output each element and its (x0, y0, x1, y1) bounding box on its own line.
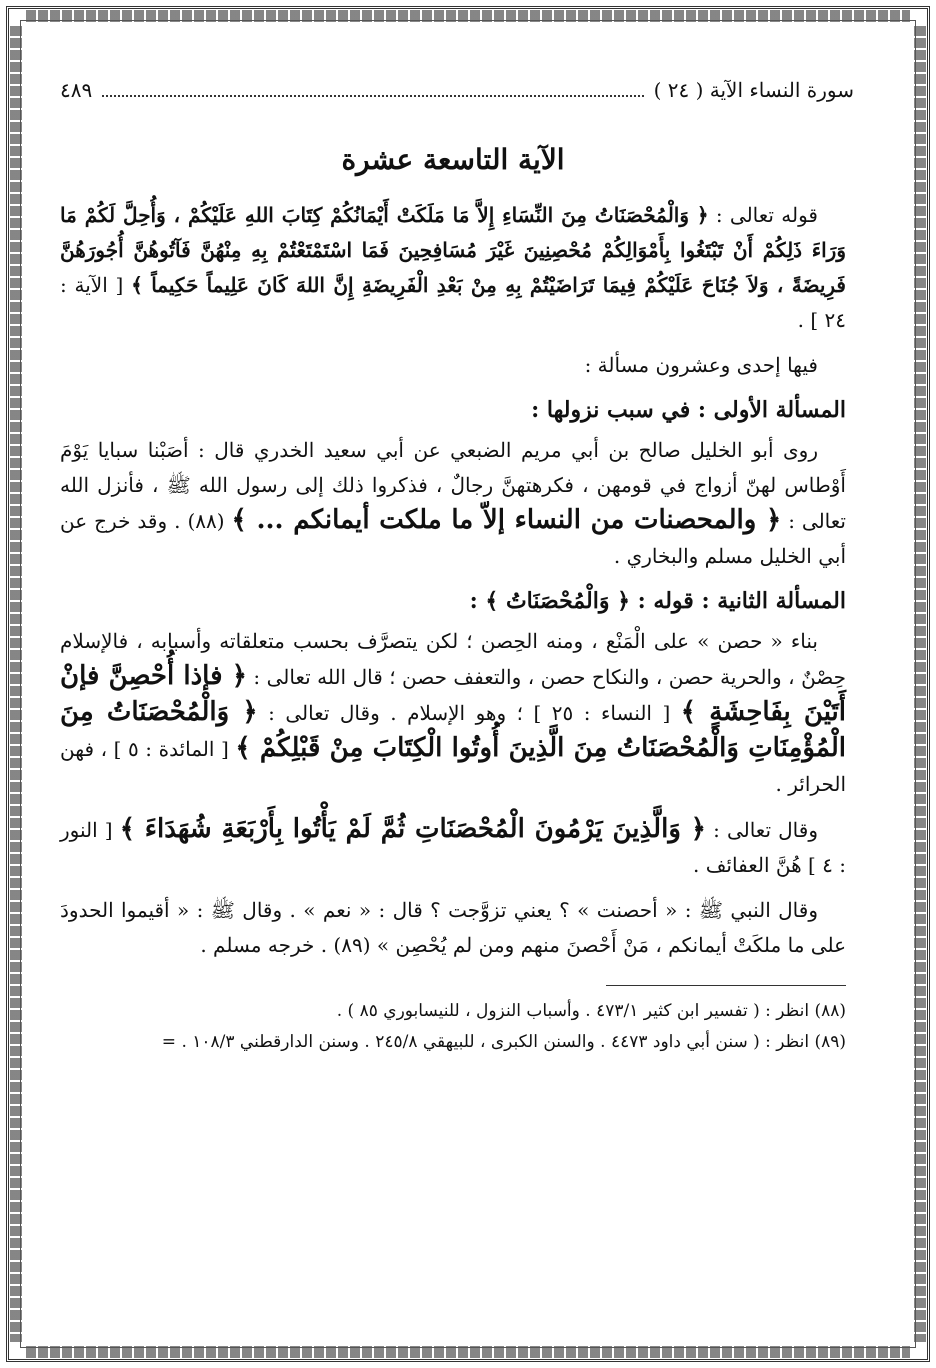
issue-1-text: روى أبو الخليل صالح بن أبي مريم الضبعي عن أبي سعيد الخدري قال : أصَبْنا سبايا يَوْمَ أَوْطاس لهنّ أزواج في قومهن ، فكرهتهنَّ رجالٌ ، فذكروا ذلك إلى رسول الله ﷺ ، فأنزل الله تعالى : (60, 438, 846, 533)
section-title: الآية التاسعة عشرة (341, 143, 565, 176)
header-dots (102, 95, 643, 97)
page-number: ٤٨٩ (60, 78, 93, 102)
issue-1-paragraph (60, 433, 846, 574)
issue-2-paragraph-2 (60, 812, 846, 883)
issue-1-ref: (٨٨) . وقد خرج عن أبي الخليل مسلم والبخاري . (60, 509, 846, 568)
issue-2-verse-3: ﴿ وَالَّذِينَ يَرْمُونَ الْمُحْصَنَاتِ ثُمَّ لَمْ يَأْتُوا بِأَرْبَعَةِ شُهَدَاءَ ﴾ (119, 814, 706, 844)
issue-2-text: بناء « حصن » على الْمَنْع ، ومنه الحِصن ؛ لكن يتصرَّف بحسب متعلقاته وأسبابه ، فالإسلام حِصْنٌ ، والحرية حصن ، والنكاح حصن ، والتعفف حصن ؛ قال الله تعالى : (60, 629, 846, 689)
running-header (60, 78, 854, 103)
issue-1-verse: ﴿ والمحصنات من النساء إلاّ ما ملكت أيمانكم ... ﴾ (231, 505, 782, 535)
intro-ref: [ الآية : ٢٤ ] . (60, 273, 846, 332)
header-surah: سورة النساء الآية ( ٢٤ ) (653, 78, 854, 102)
issue-2-heading: المسألة الثانية : قوله : ﴿ وَالْمُحْصَنَاتُ ﴾ : (469, 588, 846, 614)
footnotes (60, 996, 846, 1058)
issue-2-ref-2: [ المائدة : ٥ ] ، فهن الحرائر . (60, 737, 846, 796)
issue-2-ref-1: [ النساء : ٢٥ ] ؛ وهو الإسلام . وقال تعالى : (257, 701, 681, 725)
issue-2-paragraph-1 (60, 624, 846, 802)
issue-1-heading: المسألة الأولى : في سبب نزولها : (531, 397, 846, 423)
issue-2-verse-2: ﴿ وَالْمُحْصَنَاتُ مِنَ الْمُؤْمِنَاتِ وَالْمُحْصَنَاتُ مِنَ الَّذِينَ أُوتُوا الْكِتَابَ مِنْ قَبْلِكُمْ ﴾ (60, 697, 846, 763)
footnote-divider (606, 985, 846, 986)
intro-lead: قوله تعالى : (708, 203, 818, 227)
intro-verse: ﴿ وَالْمُحْصَنَاتُ مِنَ النِّسَاءِ إِلاَّ مَا مَلَكَتْ أَيْمَانُكُمْ كِتَابَ اللهِ عَلَيْكُمْ ، وَأُحِلَّ لَكُمْ مَا وَرَاءَ ذَلِكُمْ أَنْ تَبْتَغُوا بِأَمْوَالِكُمْ مُحْصِنِينَ غَيْرَ مُسَافِحِينَ فَمَا اسْتَمْتَعْتُمْ بِهِ مِنْهُنَّ فَآتُوهُنَّ أُجُورَهُنَّ فَرِيضَةً ، وَلاَ جُنَاحَ عَلَيْكُمْ فِيمَا تَرَاضَيْتُمْ بِهِ مِنْ بَعْدِ الْفَرِيضَةِ إِنَّ اللهَ كَانَ عَلِيماً حَكِيماً ﴾ (60, 203, 846, 297)
intro-paragraph (60, 198, 846, 338)
issue-2-paragraph-3: وقال النبي ﷺ : « أحصنت » ؟ يعني تزوَّجت ؟ قال : « نعم » . وقال ﷺ : « أقيموا الحدودَ على ما ملكَتْ أيمانكم ، مَنْ أَحْصنَ منهم ومن لم يُحْصِن » (٨٩) . خرجه مسلم . (60, 898, 846, 957)
footnote-89: (٨٩) انظر : ( سنن أبي داود ٤٤٧٣ . والسنن الكبرى ، للبيهقي ٢٤٥/٨ . وسنن الدارقطني ١٠٨/٣ . = (161, 1032, 846, 1052)
issue-2-lead: وقال تعالى : (705, 818, 818, 842)
page-content (60, 60, 854, 1318)
footnote-88: (٨٨) انظر : ( تفسير ابن كثير ٤٧٣/١ . وأسباب النزول ، للنيسابوري ٨٥ ) . (336, 1001, 846, 1021)
issue-count: فيها إحدى وعشرون مسألة : (584, 353, 818, 377)
issue-2-verse-1: ﴿ فإذا أُحْصِنَّ فإنْ أَتَيْنَ بِفَاحِشَةٍ ﴾ (60, 661, 846, 727)
issue-2-ref-3: [ النور : ٤ ] هُنَّ العفائف . (60, 818, 846, 877)
